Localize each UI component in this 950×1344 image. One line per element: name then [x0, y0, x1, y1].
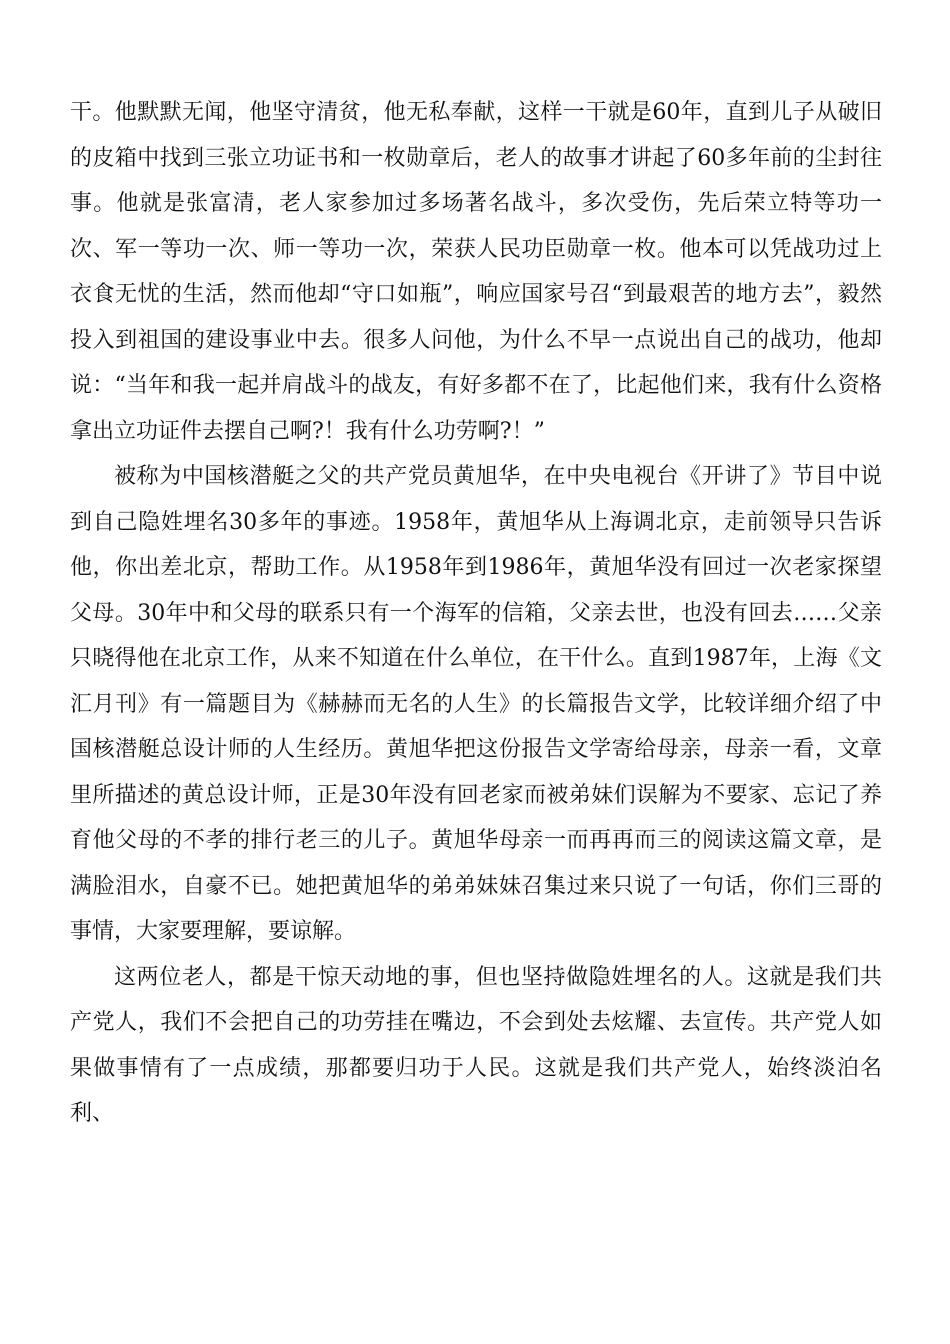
paragraph-3: 这两位老人，都是干惊天动地的事，但也坚持做隐姓埋名的人。这就是我们共产党人，我们不会把自己的功劳挂在嘴边，不会到处去炫耀、去宣传。共产党人如果做事情有了一点成绩，那都要归功于人民。这就是我们共产党人，始终淡泊名利、	[70, 964, 882, 1126]
paragraph-1: 干。他默默无闻，他坚守清贫，他无私奉献，这样一干就是60年，直到儿子从破旧的皮箱中找到三张立功证书和一枚勋章后，老人的故事才讲起了60多年前的尘封往事。他就是张富清，老人家参加过多场著名战斗，多次受伤，先后荣立特等功一次、军一等功一次、师一等功一次，荣获人民功臣勋章一枚。他本可以凭战功过上衣食无忧的生活，然而他却“守口如瓶”，响应国家号召“到最艰苦的地方去”，毅然投入到祖国的建设事业中去。很多人问他，为什么不早一点说出自己的战功，他却说：“当年和我一起并肩战斗的战友，有好多都不在了，比起他们来，我有什么资格拿出立功证件去摆自己啊?！我有什么功劳啊?！”	[70, 100, 882, 444]
paragraph-2: 被称为中国核潜艇之父的共产党员黄旭华，在中央电视台《开讲了》节目中说到自己隐姓埋名30多年的事迹。1958年，黄旭华从上海调北京，走前领导只告诉他，你出差北京，帮助工作。从1958年到1986年，黄旭华没有回过一次老家探望父母。30年中和父母的联系只有一个海军的信箱，父亲去世，也没有回去……父亲只晓得他在北京工作，从来不知道在什么单位，在干什么。直到1987年，上海《文汇月刊》有一篇题目为《赫赫而无名的人生》的长篇报告文学，比较详细介绍了中国核潜艇总设计师的人生经历。黄旭华把这份报告文学寄给母亲，母亲一看，文章里所描述的黄总设计师，正是30年没有回老家而被弟妹们误解为不要家、忘记了养育他父母的不孝的排行老三的儿子。黄旭华母亲一而再再而三的阅读这篇文章，是满脸泪水，自豪不已。她把黄旭华的弟弟妹妹召集过来只说了一句话，你们三哥的事情，大家要理解，要谅解。	[70, 464, 882, 944]
document-body	[70, 90, 882, 1137]
